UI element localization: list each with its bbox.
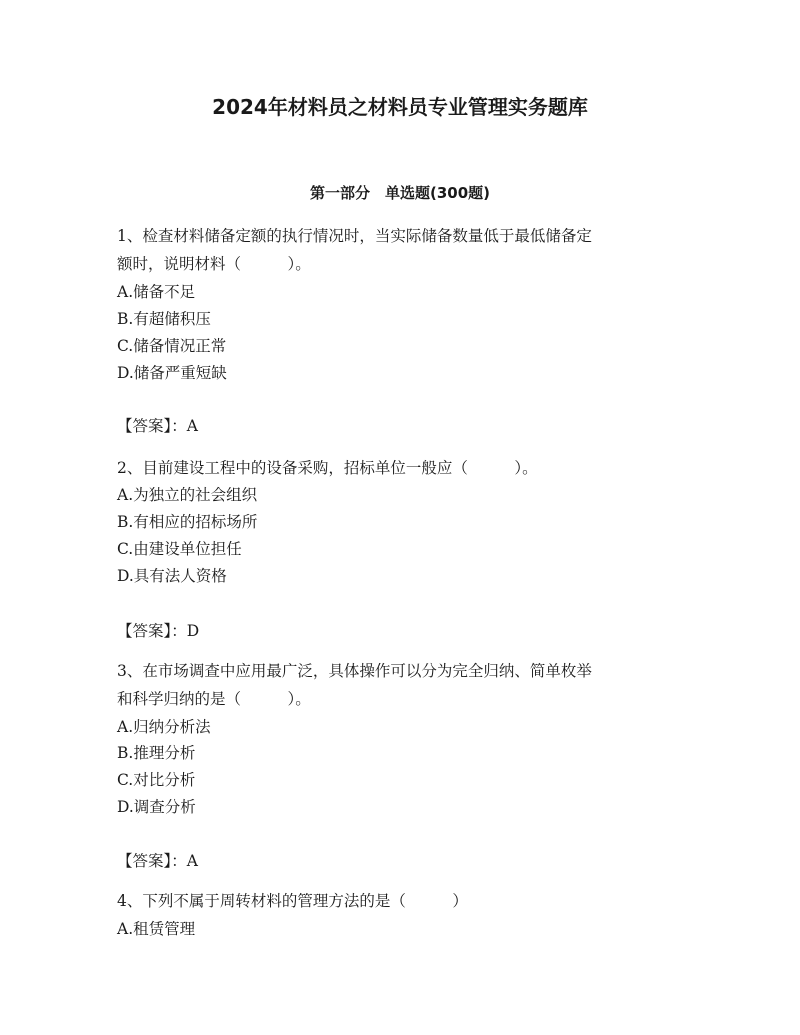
question-1-option-d: D.储备严重短缺 <box>117 364 227 382</box>
question-3-stem-line-1: 3、在市场调查中应用最广泛，具体操作可以分为完全归纳、简单枚举 <box>117 662 592 680</box>
question-3-option-c: C.对比分析 <box>117 771 196 789</box>
question-1-answer: 【答案】：A <box>117 417 198 435</box>
question-3-option-d: D.调查分析 <box>117 798 196 816</box>
question-2-option-b: B.有相应的招标场所 <box>117 513 258 531</box>
page-title: 2024年材料员之材料员专业管理实务题库 <box>212 95 588 119</box>
question-4-stem-line-1: 4、下列不属于周转材料的管理方法的是（ ） <box>117 892 468 910</box>
question-2-stem-line-1: 2、目前建设工程中的设备采购，招标单位一般应（ ）。 <box>117 459 538 477</box>
question-3-option-b: B.推理分析 <box>117 744 196 762</box>
question-1-option-a: A.储备不足 <box>117 283 196 301</box>
question-2-answer: 【答案】：D <box>117 622 200 640</box>
question-3-option-a: A.归纳分析法 <box>117 718 211 736</box>
section-title: 第一部分 单选题(300题) <box>309 184 491 202</box>
question-4-option-a: A.租赁管理 <box>117 920 196 938</box>
question-1-option-b: B.有超储积压 <box>117 310 211 328</box>
question-3-answer: 【答案】：A <box>117 852 198 870</box>
question-1-option-c: C.储备情况正常 <box>117 337 227 355</box>
question-2-option-a: A.为独立的社会组织 <box>117 486 258 504</box>
question-1-stem-line-1: 1、检查材料储备定额的执行情况时，当实际储备数量低于最低储备定 <box>117 227 592 245</box>
question-3-stem-line-2: 和科学归纳的是（ ）。 <box>117 690 311 708</box>
question-1-stem-line-2: 额时，说明材料（ ）。 <box>117 255 311 273</box>
question-2-option-d: D.具有法人资格 <box>117 567 227 585</box>
question-2-option-c: C.由建设单位担任 <box>117 540 242 558</box>
